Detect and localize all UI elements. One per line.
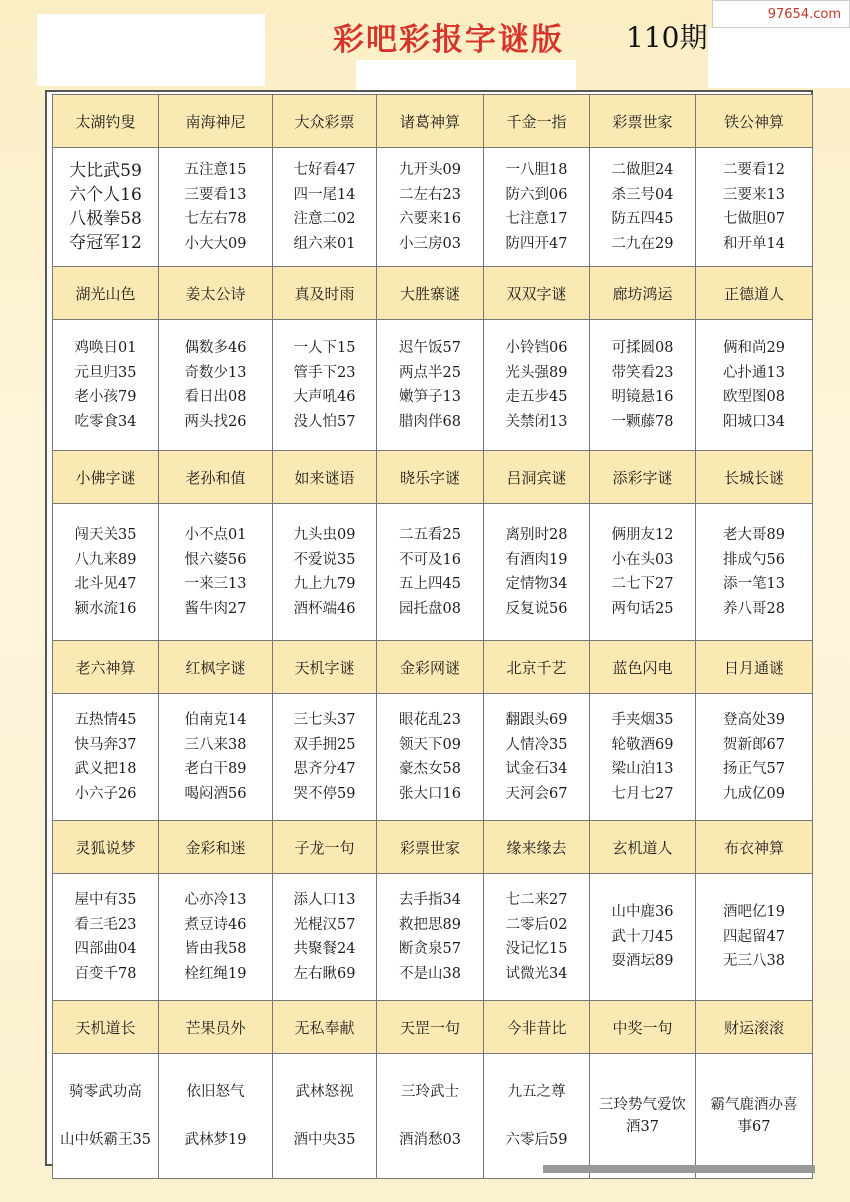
clue-line: 老白干89	[184, 761, 247, 777]
clue-line: 一来三13	[184, 576, 247, 592]
column-author-name: 芒果员外	[159, 1001, 273, 1054]
column-author-name: 大众彩票	[273, 95, 377, 148]
clue-line: 元旦归35	[74, 364, 137, 381]
clue-line: 眼花乱23	[399, 712, 461, 728]
column-author-name: 灵狐说梦	[53, 821, 159, 874]
clue-line: 轮敬酒69	[611, 736, 674, 753]
clue-line: 小在头03	[611, 551, 674, 568]
clue-line: 七做胆07	[723, 211, 785, 227]
column-author-name: 真及时雨	[273, 267, 377, 320]
column-author-name: 天机道长	[53, 1001, 159, 1054]
clue-line: 骑零武功高	[69, 1084, 142, 1100]
clue-line: 左右瞅69	[293, 965, 356, 982]
clue-cell	[377, 148, 484, 267]
clue-line: 俩朋友12	[611, 527, 674, 543]
clue-line: 管手下23	[293, 364, 356, 381]
clue-line: 没人怕57	[293, 413, 356, 430]
clue-line: 小大大09	[184, 235, 247, 252]
clue-line: 防五四45	[611, 211, 674, 227]
column-author-name: 长城长谜	[696, 451, 813, 504]
clue-line: 豪杰女58	[399, 761, 461, 777]
clue-cell	[377, 504, 484, 641]
clue-line: 三七头37	[293, 712, 356, 728]
clue-line: 四部曲04	[74, 941, 137, 957]
clue-line: 防四开47	[505, 235, 568, 252]
clue-line: 二要看12	[723, 162, 785, 178]
clue-line: 北斗见47	[74, 576, 137, 592]
clue-line: 八九来89	[74, 551, 137, 568]
clue-line: 大声吼46	[293, 389, 356, 405]
clue-line: 一颗藤78	[611, 413, 674, 430]
clue-line: 武义把18	[74, 761, 137, 777]
puzzle-table	[52, 94, 813, 1179]
section-clue-row	[53, 320, 813, 451]
clue-cell	[590, 320, 696, 451]
clue-line: 梁山泊13	[611, 761, 674, 777]
clue-line: 没记忆15	[505, 941, 568, 957]
clue-line: 贺新郎67	[723, 736, 785, 753]
clue-line: 栓红绳19	[184, 965, 247, 982]
issue-number: 110期	[626, 21, 708, 54]
clue-line: 添一笔13	[723, 576, 785, 592]
clue-line: 三八来38	[184, 736, 247, 753]
clue-cell	[590, 504, 696, 641]
column-author-name: 金彩和迷	[159, 821, 273, 874]
clue-line: 七二来27	[505, 892, 568, 908]
clue-line: 皆由我58	[184, 941, 247, 957]
clue-cell	[53, 694, 159, 821]
clue-line: 断贪泉57	[399, 941, 461, 957]
clue-line: 偶数多46	[184, 340, 247, 356]
clue-line: 快马奔37	[74, 736, 137, 753]
clue-line: 酒吧亿19	[723, 904, 785, 921]
section-clue-row	[53, 504, 813, 641]
clue-line: 走五步45	[505, 389, 568, 405]
clue-cell	[696, 874, 813, 1001]
clue-line: 五注意15	[184, 162, 247, 178]
column-author-name: 南海神尼	[159, 95, 273, 148]
clue-line: 二做胆24	[611, 162, 674, 178]
clue-line: 九五之尊	[507, 1084, 566, 1100]
clue-line: 山中鹿36	[611, 904, 674, 921]
column-author-name: 如来谜语	[273, 451, 377, 504]
section-clue-row	[53, 874, 813, 1001]
clue-line: 看日出08	[184, 389, 247, 405]
clue-line: 两点半25	[399, 364, 461, 381]
column-author-name: 正德道人	[696, 267, 813, 320]
clue-line: 光头强89	[505, 364, 568, 381]
clue-line: 九成亿09	[723, 785, 785, 802]
column-author-name: 湖光山色	[53, 267, 159, 320]
clue-cell	[590, 694, 696, 821]
clue-line: 三玲武士	[401, 1084, 459, 1100]
clue-line: 注意二02	[293, 211, 356, 227]
clue-line: 无三八38	[723, 953, 785, 970]
clue-line: 四起留47	[723, 928, 785, 945]
section-header-row	[53, 451, 813, 504]
clue-line: 思齐分47	[293, 761, 356, 777]
column-author-name: 廊坊鸿运	[590, 267, 696, 320]
column-author-name: 晓乐字谜	[377, 451, 484, 504]
column-author-name: 铁公神算	[696, 95, 813, 148]
clue-cell	[53, 504, 159, 641]
clue-line: 不是山38	[399, 965, 461, 982]
clue-cell	[273, 504, 377, 641]
site-watermark[interactable]: 97654.com	[712, 0, 850, 28]
clue-cell	[696, 148, 813, 267]
section-clue-row	[53, 148, 813, 267]
clue-line: 酒消愁03	[399, 1132, 461, 1148]
clue-cell	[273, 148, 377, 267]
clue-cell	[484, 694, 590, 821]
clue-line: 离别时28	[505, 527, 568, 543]
clue-line: 夺冠军12	[69, 233, 142, 253]
clue-cell	[273, 320, 377, 451]
clue-cell	[696, 504, 813, 641]
clue-line: 三要看13	[184, 186, 247, 203]
clue-line: 不爱说35	[293, 551, 356, 568]
clue-cell	[273, 874, 377, 1001]
clue-line: 颍水流16	[74, 600, 137, 617]
clue-line: 试金石34	[505, 761, 568, 777]
section-header-row	[53, 641, 813, 694]
clue-cell	[377, 694, 484, 821]
clue-line: 不可及16	[399, 551, 461, 568]
clue-cell	[53, 148, 159, 267]
column-author-name: 布衣神算	[696, 821, 813, 874]
clue-line: 二零后02	[505, 916, 568, 933]
column-author-name: 姜太公诗	[159, 267, 273, 320]
column-author-name: 双双字谜	[484, 267, 590, 320]
clue-line: 六个人16	[69, 185, 142, 205]
column-author-name: 无私奉献	[273, 1001, 377, 1054]
clue-line: 九头虫09	[293, 527, 356, 543]
clue-line: 欧型图08	[723, 389, 785, 405]
column-author-name: 千金一指	[484, 95, 590, 148]
clue-line: 迟午饭57	[399, 340, 461, 356]
clue-line: 鸡唤日01	[74, 340, 137, 356]
blank-area-middle	[356, 60, 576, 90]
puzzle-board	[45, 90, 813, 1166]
clue-line: 三要来13	[723, 186, 785, 203]
clue-cell	[159, 504, 273, 641]
clue-cell	[696, 320, 813, 451]
clue-line: 七左右78	[184, 211, 247, 227]
clue-cell	[377, 874, 484, 1001]
clue-line: 二七下27	[611, 576, 674, 592]
clue-line: 武林梦19	[184, 1132, 247, 1148]
clue-line: 煮豆诗46	[184, 916, 247, 933]
clue-line: 防六到06	[505, 186, 568, 203]
column-author-name: 红枫字谜	[159, 641, 273, 694]
blank-area-left	[37, 14, 265, 86]
clue-line: 共聚餐24	[293, 941, 356, 957]
clue-line: 喝闷酒56	[184, 785, 247, 802]
clue-line: 酒杯端46	[293, 600, 356, 617]
clue-line: 伯南克14	[184, 712, 247, 728]
clue-line: 奇数少13	[184, 364, 247, 381]
clue-line: 杀三号04	[611, 186, 674, 203]
clue-cell	[159, 694, 273, 821]
clue-cell	[590, 148, 696, 267]
clue-cell	[53, 874, 159, 1001]
clue-line: 酱牛肉27	[184, 600, 247, 617]
section-header-row	[53, 821, 813, 874]
column-author-name: 老孙和值	[159, 451, 273, 504]
clue-line: 登高处39	[723, 712, 785, 728]
column-author-name: 玄机道人	[590, 821, 696, 874]
clue-line: 去手指34	[399, 892, 461, 908]
clue-line: 依旧怒气	[186, 1084, 245, 1100]
column-author-name: 中奖一句	[590, 1001, 696, 1054]
clue-line: 嫩笋子13	[399, 389, 461, 405]
clue-line: 武十刀45	[611, 928, 674, 945]
clue-line: 养八哥28	[723, 600, 785, 617]
clue-line: 光棍汉57	[293, 916, 356, 933]
clue-line: 二九在29	[611, 235, 674, 252]
clue-line: 试微光34	[505, 965, 568, 982]
clue-line: 天河会67	[505, 785, 568, 802]
clue-line: 俩和尚29	[723, 340, 785, 356]
clue-line: 两句话25	[611, 600, 674, 617]
clue-line: 老小孩79	[74, 389, 137, 405]
clue-line: 七月七27	[611, 785, 674, 802]
clue-line: 双手拥25	[293, 736, 356, 753]
clue-line: 二五看25	[399, 527, 461, 543]
clue-cell	[484, 1054, 590, 1179]
clue-line: 七好看47	[293, 162, 356, 178]
clue-cell	[590, 1054, 696, 1179]
clue-line: 手夹烟35	[611, 712, 674, 728]
clue-line: 恨六婆56	[184, 551, 247, 568]
column-author-name: 大胜寨谜	[377, 267, 484, 320]
clue-line: 闯天关35	[74, 527, 137, 543]
clue-line: 酒中央35	[293, 1132, 356, 1148]
section-clue-row	[53, 1054, 813, 1179]
clue-cell	[696, 1054, 813, 1179]
clue-line: 园托盘08	[399, 600, 461, 617]
section-clue-row	[53, 694, 813, 821]
section-header-row	[53, 267, 813, 320]
clue-line: 扬正气57	[723, 761, 785, 777]
clue-line: 百变千78	[74, 965, 137, 982]
clue-line: 排成勺56	[723, 551, 785, 568]
clue-line: 三玲势气爱饮	[599, 1097, 686, 1113]
clue-line: 武林怒视	[295, 1084, 354, 1100]
clue-line: 八极拳58	[69, 209, 142, 229]
clue-line: 小三房03	[399, 235, 461, 252]
clue-cell	[273, 694, 377, 821]
clue-line: 霸气鹿酒办喜	[710, 1097, 798, 1113]
clue-line: 大比武59	[69, 161, 142, 181]
column-author-name: 诸葛神算	[377, 95, 484, 148]
clue-cell	[590, 874, 696, 1001]
column-author-name: 小佛字谜	[53, 451, 159, 504]
clue-line: 五上四45	[399, 576, 461, 592]
clue-line: 两头找26	[184, 413, 247, 430]
column-author-name: 子龙一句	[273, 821, 377, 874]
clue-line: 七注意17	[505, 211, 568, 227]
column-author-name: 今非昔比	[484, 1001, 590, 1054]
clue-line: 耍酒坛89	[611, 953, 674, 970]
section-header-row	[53, 1001, 813, 1054]
clue-cell	[159, 320, 273, 451]
clue-line: 二左右23	[399, 186, 461, 203]
clue-cell	[377, 320, 484, 451]
clue-line: 屋中有35	[74, 892, 137, 908]
clue-cell	[484, 504, 590, 641]
clue-line: 领天下09	[399, 736, 461, 753]
clue-line: 和开单14	[723, 235, 785, 252]
clue-line: 小铃铛06	[505, 340, 568, 356]
clue-line: 小不点01	[184, 527, 247, 543]
clue-cell	[159, 148, 273, 267]
clue-line: 九上九79	[293, 576, 356, 592]
column-author-name: 彩票世家	[377, 821, 484, 874]
column-author-name: 天机字谜	[273, 641, 377, 694]
clue-line: 明镜悬16	[611, 389, 674, 405]
clue-cell	[159, 1054, 273, 1179]
column-author-name: 天罡一句	[377, 1001, 484, 1054]
clue-cell	[484, 874, 590, 1001]
clue-cell	[53, 1054, 159, 1179]
clue-line: 心亦冷13	[184, 892, 247, 908]
clue-line: 酒37	[626, 1119, 659, 1135]
clue-line: 山中妖霸王35	[60, 1132, 151, 1148]
clue-line: 六零后59	[505, 1132, 568, 1148]
clue-line: 添人口13	[293, 892, 356, 908]
column-author-name: 缘来缘去	[484, 821, 590, 874]
page-shadow	[543, 1165, 815, 1173]
page-title: 彩吧彩报字谜版	[333, 22, 564, 58]
column-author-name: 太湖钓叟	[53, 95, 159, 148]
column-author-name: 老六神算	[53, 641, 159, 694]
clue-line: 人情冷35	[505, 736, 568, 753]
clue-line: 翻跟头69	[505, 712, 568, 728]
clue-line: 带笑看23	[611, 364, 674, 381]
clue-line: 张大口16	[399, 785, 461, 802]
column-author-name: 吕洞宾谜	[484, 451, 590, 504]
clue-line: 九开头09	[399, 162, 461, 178]
column-author-name: 彩票世家	[590, 95, 696, 148]
clue-line: 五热情45	[74, 712, 137, 728]
clue-cell	[696, 694, 813, 821]
section-header-row	[53, 95, 813, 148]
clue-line: 一人下15	[293, 340, 356, 356]
clue-line: 阳城口34	[723, 413, 785, 430]
clue-line: 心扑通13	[723, 364, 785, 381]
clue-line: 小六子26	[74, 785, 137, 802]
clue-line: 看三毛23	[74, 916, 137, 933]
clue-line: 事67	[737, 1119, 771, 1135]
clue-line: 六要来16	[399, 211, 461, 227]
column-author-name: 蓝色闪电	[590, 641, 696, 694]
clue-line: 反复说56	[505, 600, 568, 617]
column-author-name: 财运滚滚	[696, 1001, 813, 1054]
clue-line: 腊肉伴68	[399, 413, 461, 430]
column-author-name: 北京千艺	[484, 641, 590, 694]
clue-line: 救把思89	[399, 916, 461, 933]
clue-line: 四一尾14	[293, 186, 356, 203]
clue-line: 关禁闭13	[505, 413, 568, 430]
clue-line: 定情物34	[505, 576, 568, 592]
clue-line: 吃零食34	[74, 413, 137, 430]
column-author-name: 日月通谜	[696, 641, 813, 694]
clue-cell	[159, 874, 273, 1001]
clue-cell	[53, 320, 159, 451]
clue-line: 组六来01	[293, 235, 356, 252]
clue-line: 有酒肉19	[505, 551, 568, 568]
clue-cell	[377, 1054, 484, 1179]
column-author-name: 金彩网谜	[377, 641, 484, 694]
clue-line: 老大哥89	[723, 527, 785, 543]
clue-cell	[484, 148, 590, 267]
clue-line: 一八胆18	[505, 162, 568, 178]
clue-line: 哭不停59	[293, 785, 356, 802]
clue-cell	[484, 320, 590, 451]
clue-cell	[273, 1054, 377, 1179]
column-author-name: 添彩字谜	[590, 451, 696, 504]
clue-line: 可揉圆08	[611, 340, 674, 356]
blank-area-right	[708, 28, 850, 88]
